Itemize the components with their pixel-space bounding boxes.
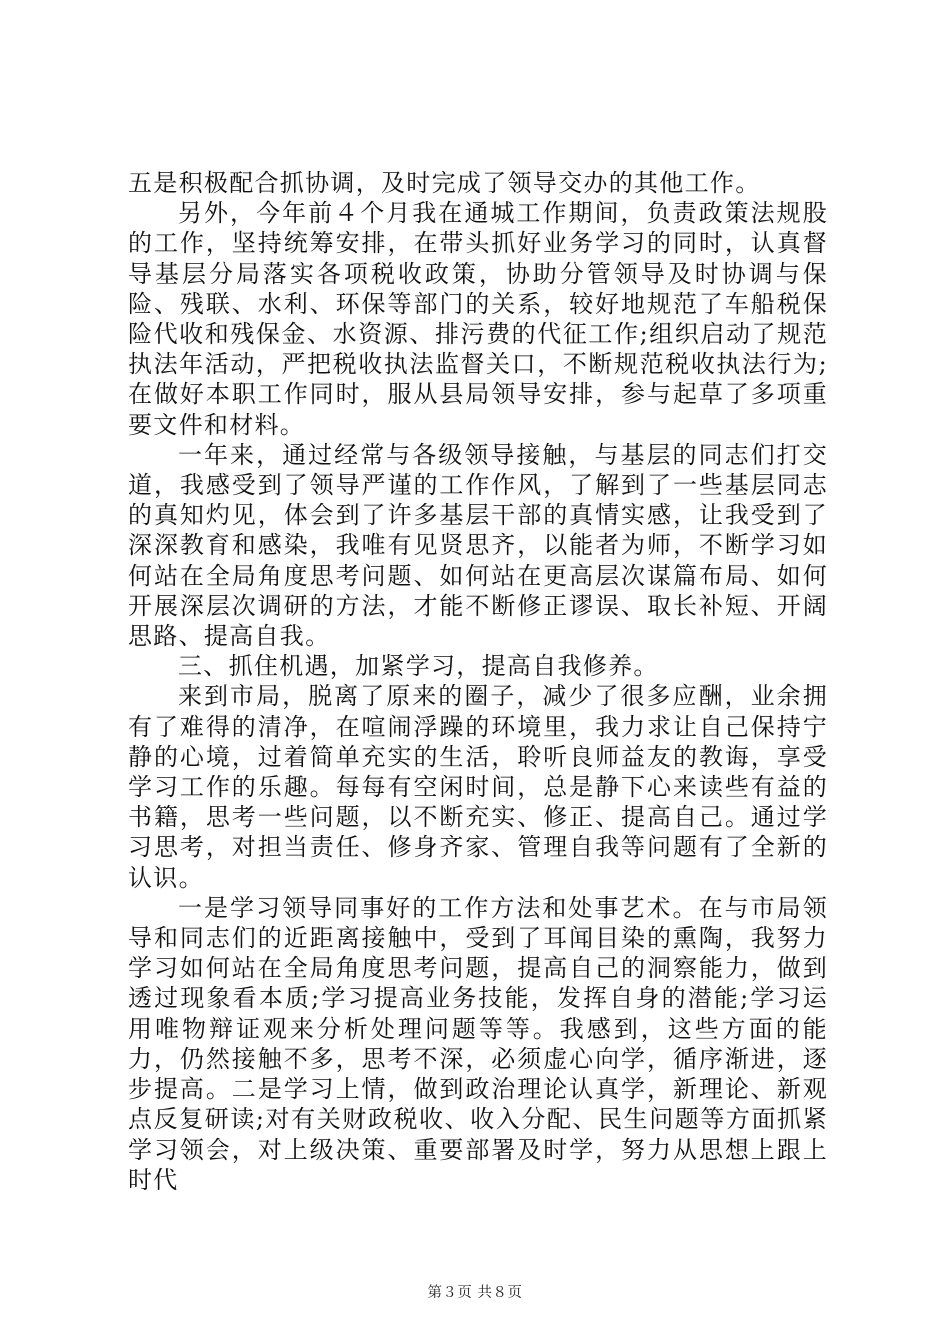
paragraph-4: 来到市局，脱离了原来的圈子，减少了很多应酬，业余拥有了难得的清净，在喧闹浮躁的环境里，我力求让自己保持宁静的心境，过着简单充实的生活，聆听良师益友的教诲，享受学习工作的乐趣。每每有空闲时间，总是静下心来读些有益的书籍，思考一些问题，以不断充实、修正、提高自己。通过学习思考，对担当责任、修身齐家、管理自我等问题有了全新的认识。 bbox=[128, 682, 828, 892]
document-body bbox=[128, 168, 828, 1195]
paragraph-2: 另外，今年前４个月我在通城工作期间，负责政策法规股的工作，坚持统筹安排，在带头抓好业务学习的同时，认真督导基层分局落实各项税收政策，协助分管领导及时协调与保险、残联、水利、环保等部门的关系，较好地规范了车船税保险代收和残保金、水资源、排污费的代征工作;组织启动了规范执法年活动，严把税收执法监督关口，不断规范税收执法行为;在做好本职工作同时，服从县局领导安排，参与起草了多项重要文件和材料。 bbox=[128, 199, 828, 439]
paragraph-1: 五是积极配合抓协调，及时完成了领导交办的其他工作。 bbox=[128, 169, 761, 197]
section-heading-3: 三、抓住机遇，加紧学习，提高自我修养。 bbox=[178, 652, 659, 681]
paragraph-5: 一是学习领导同事好的工作方法和处事艺术。在与市局领导和同志们的近距离接触中，受到了耳闻目染的熏陶，我努力学习如何站在全局角度思考问题，提高自己的洞察能力，做到透过现象看本质;学习提高业务技能，发挥自身的潜能;学习运用唯物辩证观来分析处理问题等等。我感到，这些方面的能力，仍然接触不多，思考不深，必须虚心向学，循序渐进，逐步提高。二是学习上情，做到政治理论认真学，新理论、新观点反复研读;对有关财政税收、收入分配、民生问题等方面抓紧学习领会，对上级决策、重要部署及时学，努力从思想上跟上时代 bbox=[128, 893, 828, 1194]
page-number-footer: 第３页 共８页 bbox=[427, 1285, 523, 1301]
paragraph-3: 一年来，通过经常与各级领导接触，与基层的同志们打交道，我感受到了领导严谨的工作作风，了解到了一些基层同志的真知灼见，体会到了许多基层干部的真情实感，让我受到了深深教育和感染，我唯有见贤思齐，以能者为师，不断学习如何站在全局角度思考问题、如何站在更高层次谋篇布局、如何开展深层次调研的方法，才能不断修正谬误、取长补短、开阔思路、提高自我。 bbox=[128, 440, 828, 651]
